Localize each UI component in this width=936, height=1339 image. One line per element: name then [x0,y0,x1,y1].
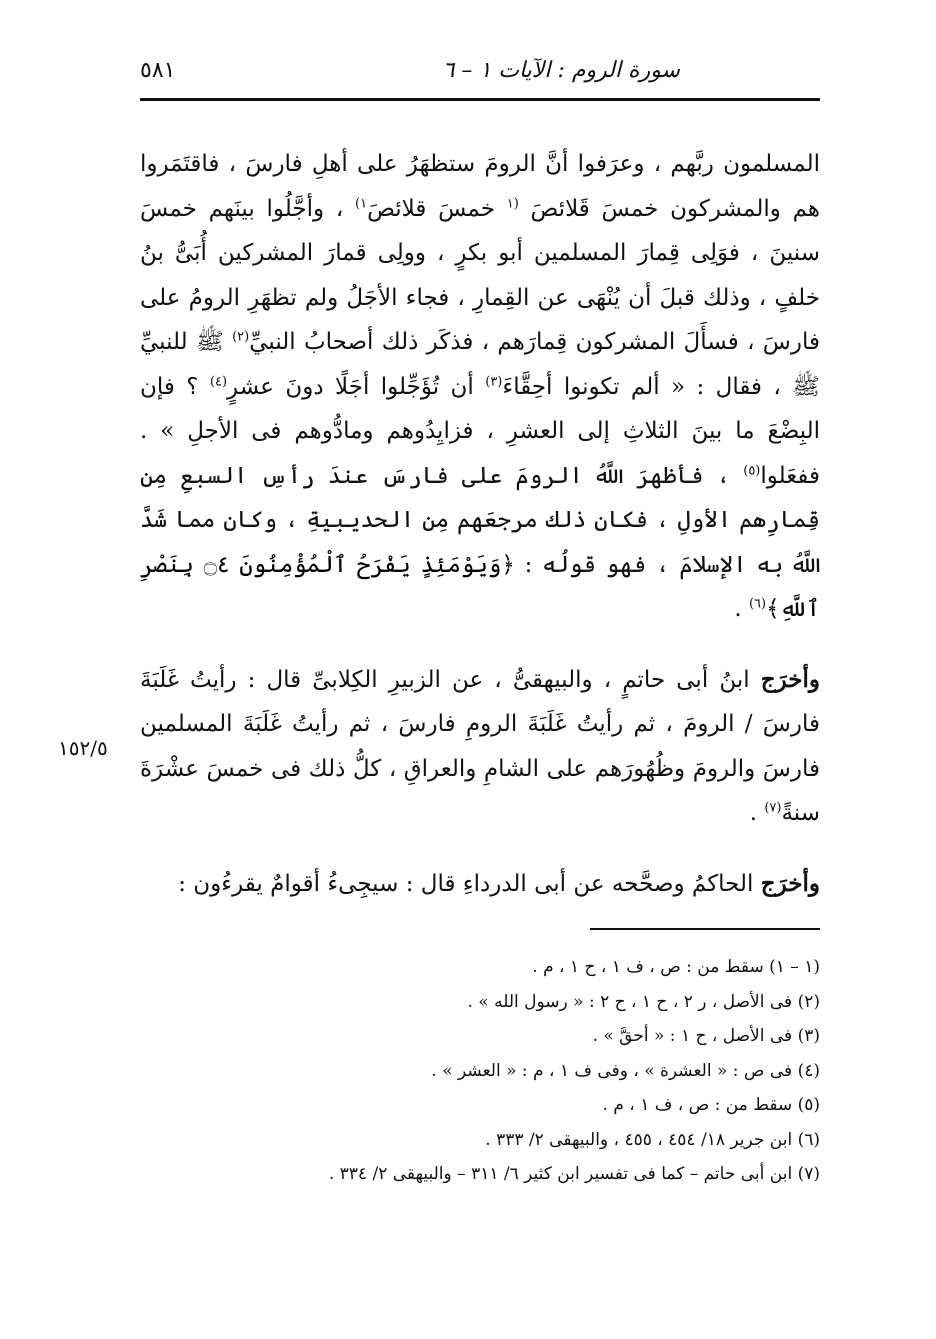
paragraph-3 [140,862,820,907]
text-run: ؟ فإن البِضْعَ ما بينَ الثلاثِ إلى العشرِ ، فزايِدُوهم ومادُّوهم فى الأجلِ » . ففعَلوا [140,373,820,489]
main-text [140,142,820,906]
text-run: خمسَ قلائصَ [367,195,507,222]
margin-reference: ١٥٢/٥ [58,736,108,760]
page-header [140,52,820,92]
lead-word: وأخرَج [760,665,820,693]
footnote-2: (٢) فى الأصل ، ر ٢ ، ح ١ ، ح ٢ : « رسول الله » . [467,991,820,1012]
footnote-marker: (٢) [232,329,250,345]
quran-verse: ﴿وَيَوْمَئِذٍ يَفْرَحُ ٱلْمُؤْمِنُونَ ۝٤ بِنَصْرِ ٱللَّهِ﴾ [140,551,820,622]
footnotes [140,950,820,1192]
footnote-marker: (٤) [209,373,228,389]
footnote-marker: (١ [506,195,519,211]
text-run: المسلمون ربَّهم ، وعرَفوا أنَّ الرومَ ستظهَرُ على أهلِ فارسَ ، فاقتَمَروا هم والمشركون خمسَ قَلائصَ [140,151,821,222]
footnote-marker: (٦) [748,596,767,612]
text-run: . [749,800,765,826]
footnote-4: (٤) فى ص : « العشرة » ، وفى ف ١ ، م : « العشر » . [431,1060,820,1081]
page-number: ٥٨١ [140,58,176,83]
footnote-5: (٥) سقط من : ص ، ف ١ ، م . [602,1095,820,1115]
paragraph-2 [140,658,820,836]
text-run: ابنُ أبى حاتمٍ ، والبيهقىُّ ، عن الزبيرِ الكِلابىِّ قال : رأيتُ غَلَبَةَ فارسَ / الرومَ ، ثم رأيتُ غَلَبَةَ الرومِ فارسَ ، ثم رأيتُ غَلَبَةَ المسلمين فارسَ والرومَ وظُهُورَهم على الشامِ والعراقِ ، كلُّ ذلك فى خمسَ عشْرَةَ سنةً [140,666,820,826]
paragraph-1 [140,142,820,632]
footnote-rule [590,928,820,930]
running-title: سورة الروم : الآيات ١ – ٦ [442,58,680,83]
footnote-6: (٦) ابن جرير ١٨/ ٤٥٤ ، ٤٥٥ ، والبيهقى ٢/ ٣٣٣ . [485,1129,820,1150]
footnote-7: (٧) ابن أبى حاتم – كما فى تفسير ابن كثير ٦/ ٣١١ – والبيهقى ٢/ ٣٣٤ . [328,1164,820,1184]
text-run: الحاكمُ وصحَّحه عن أبى الدرداءِ قال : سيجِىءُ أقوامٌ يقرءُون : [178,870,761,897]
footnote-marker: (٣) [485,373,503,389]
text-run: أن تُؤَجِّلوا أجَلًا دونَ عشرٍ [227,373,486,400]
footnote-marker: (٥) [743,462,761,478]
text-run: ، وأجَّلُوا بينَهم خمسَ سنينَ ، فوَلِى قِمارَ المسلمين أبو بكرٍ ، وولِى قمارَ المشركين أُبَىُّ بنُ خلفٍ ، وذلك قبلَ أن يُنْهَى عن القِمارِ ، فجاء الأجَلُ ولم تظهَرِ الرومُ على فارسَ ، فسأَلَ المشركون قِمارَهم ، فذكَر ذلك أصحابُ النبيِّ [140,195,820,355]
footnote-3: (٣) فى الأصل ، ح ١ : « أحقَّ » . [592,1026,820,1046]
text-run: ، فأظهرَ اللَّهُ الرومَ على فارسَ عندَ رأسِ السبعِ مِن قِمارِهم الأولِ ، فكان ذلك مرجعَهم مِن الحديبيةِ ، وكان مما شَدَّ اللَّهُ به الإسلامَ ، فهو قولُه : [140,462,820,578]
footnote-marker: ١) [355,195,368,211]
footnote-1: (١ – ١) سقط من : ص ، ف ١ ، ح ١ ، م . [532,957,820,977]
text-run: ﷺ للنبيِّ ﷺ ، فقال : « ألم تكونوا أحِقَّاءَ [140,329,820,400]
lead-word: وأخرَج [760,869,820,897]
header-rule [140,98,820,101]
footnote-marker: (٧) [764,800,782,816]
text-run: . [734,596,749,622]
